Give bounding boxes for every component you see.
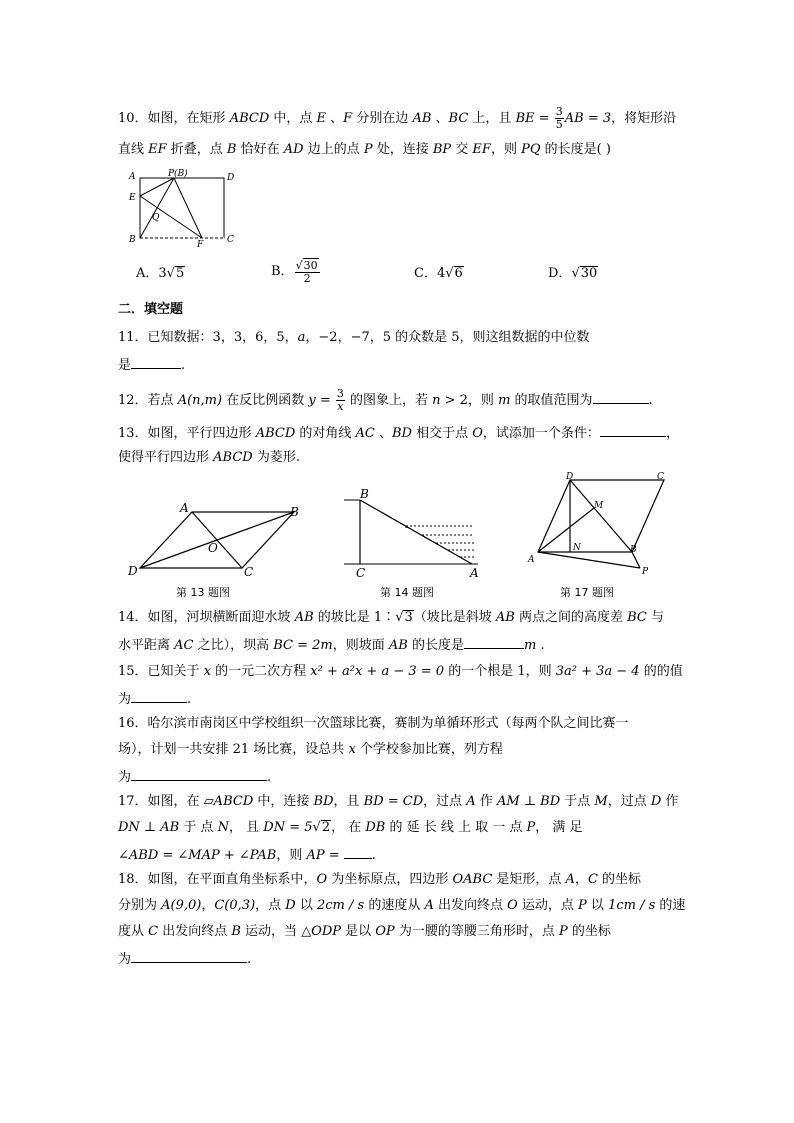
text: 的坡比是 1∶ <box>313 610 396 625</box>
text: 折叠，点 <box>166 142 227 157</box>
text: ， 在 <box>331 820 366 835</box>
q11-line1 <box>118 330 590 346</box>
radicand: 2 <box>321 820 331 835</box>
label-b: B <box>129 235 136 245</box>
q10-option-d[interactable]: D．√30 <box>548 266 598 281</box>
text: 运动，当 <box>240 924 302 939</box>
text: 的速 <box>655 898 686 913</box>
radicand: 5 <box>175 266 185 281</box>
label-a: A <box>528 555 535 565</box>
text: 上，且 <box>468 111 516 126</box>
radicand: 30 <box>580 266 598 281</box>
line-ap <box>538 552 640 568</box>
label-a: A <box>129 172 136 182</box>
slope-ab <box>360 500 472 564</box>
text: 使得平行四边形 <box>118 450 214 465</box>
math: PQ <box>521 142 541 157</box>
math: BD = CD <box>363 794 424 809</box>
q15-line2 <box>118 690 191 708</box>
text: 为 <box>118 692 132 707</box>
text: 两点之间的高度差 <box>514 610 628 625</box>
math: AB <box>412 111 432 126</box>
q10-line2 <box>118 142 611 158</box>
math: x <box>203 664 212 679</box>
math: BE <box>515 111 535 126</box>
math: AC <box>174 638 194 653</box>
math: O <box>472 426 483 441</box>
q16-line3 <box>118 768 271 786</box>
math: ▱ABCD <box>203 794 254 809</box>
math: ABCD <box>213 450 253 465</box>
text: . <box>648 393 653 408</box>
math: m <box>523 638 537 653</box>
math: 3a² + 3a − 4 <box>555 664 640 679</box>
text: 恰好在 <box>236 142 284 157</box>
text: . <box>181 358 186 373</box>
text: ，过点 <box>607 794 651 809</box>
math: DB <box>365 820 386 835</box>
frac-den: 2 <box>303 272 311 285</box>
text: 于 点 <box>179 820 218 835</box>
text: ， 且 <box>229 820 264 835</box>
frac-den: 5 <box>555 118 563 131</box>
q18-line2 <box>118 898 685 914</box>
text: ， <box>665 426 679 441</box>
q13-line2 <box>118 450 300 466</box>
math: BD <box>313 794 334 809</box>
label-f: F <box>197 240 204 248</box>
text: . <box>187 692 192 707</box>
label-pb: P(B) <box>168 169 188 179</box>
math: a <box>297 330 306 345</box>
math: D <box>285 898 296 913</box>
text: 是矩形，点 <box>492 872 566 887</box>
text: . <box>247 952 252 967</box>
math: O <box>507 898 518 913</box>
radicand: 6 <box>454 266 463 281</box>
text: ，−2，−7，5 的众数是 5，则这组数据的中位数 <box>305 330 590 345</box>
text: 12．若点 <box>118 393 178 408</box>
text: ， <box>201 898 215 913</box>
frac-num: 3 <box>336 387 344 400</box>
label-b: B <box>290 505 299 519</box>
text: 为菱形. <box>252 450 300 465</box>
figure-13 <box>122 500 318 580</box>
figure-17-caption: 第 17 题图 <box>560 586 614 599</box>
text: 是 <box>118 358 132 373</box>
text: 的坐标 <box>567 924 611 939</box>
text: 的速度从 <box>364 898 425 913</box>
text: 中，连接 <box>253 794 314 809</box>
label-o: O <box>208 541 218 555</box>
math: EF <box>148 142 167 157</box>
text: 、 <box>374 426 392 441</box>
text: 运动，点 <box>517 898 579 913</box>
math: A(9,0) <box>161 898 202 913</box>
text: 以 <box>586 898 609 913</box>
math: AB <box>495 610 515 625</box>
text: 分别为 <box>118 898 162 913</box>
radicand: 3 <box>404 610 413 625</box>
math: y <box>308 393 316 408</box>
q16-line2 <box>118 742 503 758</box>
text: C．4 <box>414 266 446 281</box>
math: m <box>498 393 511 408</box>
text: 的一个根是 1，则 <box>444 664 556 679</box>
label-d: D <box>227 173 235 183</box>
text: （坡比是斜坡 <box>413 610 496 625</box>
math: E <box>316 111 327 126</box>
q14-line1: 14．如图，河坝横断面迎水坡 AB 的坡比是 1∶√3（坡比是斜坡 AB 两点之间的高度差 BC 与 <box>118 610 665 625</box>
text: 17．如图，在 <box>118 794 204 809</box>
text: 14．如图，河坝横断面迎水坡 <box>118 610 295 625</box>
math: DN = 5 <box>263 820 313 835</box>
math: EF <box>472 142 491 157</box>
q14-line2 <box>118 636 545 654</box>
text: 13．如图，平行四边形 <box>118 426 256 441</box>
text: 10．如图，在矩形 <box>118 111 230 126</box>
text: 11．已知数据：3，3，6，5， <box>118 330 298 345</box>
label-m: M <box>594 501 604 511</box>
math: A(n,m) <box>177 393 223 408</box>
q17-line2: DN ⊥ AB 于 点 N， 且 DN = 5√2， 在 DB 的 延 长 线 上 取 一 点 P， 满 足 <box>118 820 583 835</box>
math: x <box>348 742 356 757</box>
text: 交 <box>451 142 473 157</box>
text: ，则坡面 <box>332 638 389 653</box>
math: P <box>363 142 373 157</box>
label-c: C <box>356 566 366 580</box>
frac-num: 30 <box>303 259 318 272</box>
text: ，点 <box>255 898 286 913</box>
q17-line1 <box>118 794 678 810</box>
answer-blank[interactable] <box>131 768 267 781</box>
math: n <box>432 393 441 408</box>
section-heading: 二．填空题 <box>118 302 184 317</box>
text: ，则 <box>490 142 522 157</box>
text: 15．已知关于 <box>118 664 204 679</box>
math: OABC <box>452 872 493 887</box>
label-q: Q <box>152 213 160 223</box>
text: 为坐标原点，四边形 <box>327 872 453 887</box>
text: B． <box>271 264 294 279</box>
math: AB = 3 <box>564 111 612 126</box>
text: 作 <box>661 794 679 809</box>
text: 的图象上，若 <box>345 393 433 408</box>
text: ，将矩形沿 <box>611 111 677 126</box>
text: 为 <box>118 952 132 967</box>
math: AD <box>283 142 304 157</box>
frac-den: x <box>337 400 344 413</box>
text: 处，连接 <box>372 142 433 157</box>
text: 作 <box>475 794 497 809</box>
text: D． <box>548 266 572 281</box>
math: P <box>578 898 587 913</box>
fraction: $\frac{√30}{2}$ <box>295 259 318 285</box>
text: . <box>371 848 376 863</box>
text: 以 <box>295 898 317 913</box>
math: B <box>226 142 237 157</box>
label-e: E <box>129 193 136 203</box>
text: 、 <box>431 111 449 126</box>
math: C(0,3) <box>214 898 256 913</box>
math: BP <box>432 142 452 157</box>
text: 在反比例函数 <box>222 393 309 408</box>
text: 18．如图，在平面直角坐标系中， <box>118 872 317 887</box>
q10-option-b[interactable] <box>271 258 321 285</box>
q12-line <box>118 388 653 413</box>
text: 水平距离 <box>118 638 175 653</box>
math: C <box>148 924 159 939</box>
label-a: A <box>470 566 479 580</box>
label-p: P <box>642 567 649 577</box>
text: 的取值范围为 <box>510 393 593 408</box>
answer-blank[interactable] <box>593 391 649 404</box>
text: 边上的点 <box>303 142 364 157</box>
label-c: C <box>657 472 664 482</box>
text: ， 满 足 <box>535 820 583 835</box>
math: B <box>231 924 241 939</box>
text: 相交于点 <box>411 426 473 441</box>
math: O <box>316 872 328 887</box>
label-d: D <box>566 472 574 482</box>
text: 分别在边 <box>352 111 413 126</box>
answer-blank[interactable] <box>344 846 372 859</box>
text: 为 <box>118 770 132 785</box>
math: AB <box>294 610 314 625</box>
text: ，则 <box>276 848 307 863</box>
answer-blank[interactable] <box>131 356 181 369</box>
text: . <box>536 638 545 653</box>
math: A <box>424 898 434 913</box>
figure-13-caption: 第 13 题图 <box>176 586 230 599</box>
label-d: D <box>128 564 138 578</box>
math: AM ⊥ BD <box>496 794 561 809</box>
text: 个学校参加比赛，列方程 <box>355 742 503 757</box>
q13-line1 <box>118 424 679 442</box>
text: 的长度是 <box>407 638 464 653</box>
text: ，过点 <box>423 794 467 809</box>
math: BC = 2m <box>273 638 333 653</box>
text: ，试添加一个条件： <box>482 426 600 441</box>
text: 的 延 长 线 上 取 一 点 <box>385 820 527 835</box>
math: △ODP <box>301 924 342 939</box>
math: OP <box>375 924 395 939</box>
q11-line2 <box>118 356 185 374</box>
math: A <box>466 794 476 809</box>
math: P <box>558 924 568 939</box>
text: 的的值 <box>639 664 683 679</box>
text: ， <box>574 872 588 887</box>
math: AC <box>355 426 375 441</box>
figure-14-caption: 第 14 题图 <box>380 586 434 599</box>
label-c: C <box>227 235 234 245</box>
text: 之比），坝高 <box>193 638 274 653</box>
rect-abcd <box>140 178 224 238</box>
answer-blank[interactable] <box>131 690 187 703</box>
math: A <box>565 872 575 887</box>
q10-line1 <box>118 106 676 131</box>
text: 出发向终点 <box>158 924 232 939</box>
text: ，且 <box>333 794 364 809</box>
math: x² + a²x + a − 3 = 0 <box>310 664 445 679</box>
text: = <box>324 848 344 863</box>
text: 、 <box>326 111 344 126</box>
frac-num: 3 <box>555 105 563 118</box>
math: D <box>650 794 662 809</box>
q18-line1 <box>118 872 641 888</box>
text: 度从 <box>118 924 149 939</box>
text: 与 <box>646 610 665 625</box>
text: 场），计划一共安排 21 场比赛，设总共 <box>118 742 349 757</box>
text: 出发向终点 <box>433 898 508 913</box>
q17-line3 <box>118 846 376 864</box>
math: ABCD <box>229 111 270 126</box>
q10-option-a[interactable]: A．3√5 <box>136 266 185 281</box>
fraction <box>336 388 345 413</box>
text: . <box>267 770 272 785</box>
math: C <box>587 872 598 887</box>
math: BC <box>448 111 469 126</box>
figure-14 <box>336 486 486 580</box>
text: 直线 <box>118 142 149 157</box>
math: M <box>594 794 608 809</box>
text: = <box>534 111 554 126</box>
diagonal-ac <box>192 512 242 568</box>
figure-17 <box>526 468 674 578</box>
q10-option-c[interactable]: C．4√6 <box>414 266 463 281</box>
q18-line3 <box>118 924 611 940</box>
math: BC <box>627 610 647 625</box>
answer-blank[interactable] <box>131 950 247 963</box>
text: 是以 <box>341 924 376 939</box>
math: ABCD <box>255 426 296 441</box>
q10-figure <box>124 168 236 248</box>
math: P <box>526 820 536 835</box>
q18-line4 <box>118 950 251 968</box>
fraction <box>555 106 564 131</box>
math: N <box>217 820 230 835</box>
math: ∠ABD = ∠MAP + ∠PAB <box>118 848 277 863</box>
math: F <box>343 111 353 126</box>
text: 的对角线 <box>295 426 356 441</box>
math: AP <box>306 848 325 863</box>
text: 的长度是( ) <box>540 142 611 157</box>
answer-blank[interactable] <box>464 636 524 649</box>
math: 2cm / s <box>316 898 365 913</box>
text: > 2，则 <box>440 393 499 408</box>
label-b: B <box>630 545 637 555</box>
label-n: N <box>573 543 581 553</box>
text: 的一元二次方程 <box>211 664 311 679</box>
math: AB <box>388 638 408 653</box>
text: 的坐标 <box>597 872 642 887</box>
answer-blank[interactable] <box>600 424 666 437</box>
q15-line1 <box>118 664 683 680</box>
label-c: C <box>244 565 254 579</box>
text: 中，点 <box>269 111 317 126</box>
line-db <box>570 480 632 552</box>
math: DN ⊥ AB <box>118 820 180 835</box>
text: 为一腰的等腰三角形时，点 <box>394 924 559 939</box>
text: A．3 <box>136 266 167 281</box>
text: 于点 <box>560 794 595 809</box>
label-a: A <box>180 501 189 515</box>
math: 1cm / s <box>608 898 656 913</box>
line-am <box>538 508 594 552</box>
text: = <box>315 393 335 408</box>
label-b: B <box>360 487 369 501</box>
q16-line1: 16．哈尔滨市南岗区中学校组织一次篮球比赛，赛制为单循环形式（每两个队之间比赛一 <box>118 716 629 731</box>
math: BD <box>392 426 412 441</box>
